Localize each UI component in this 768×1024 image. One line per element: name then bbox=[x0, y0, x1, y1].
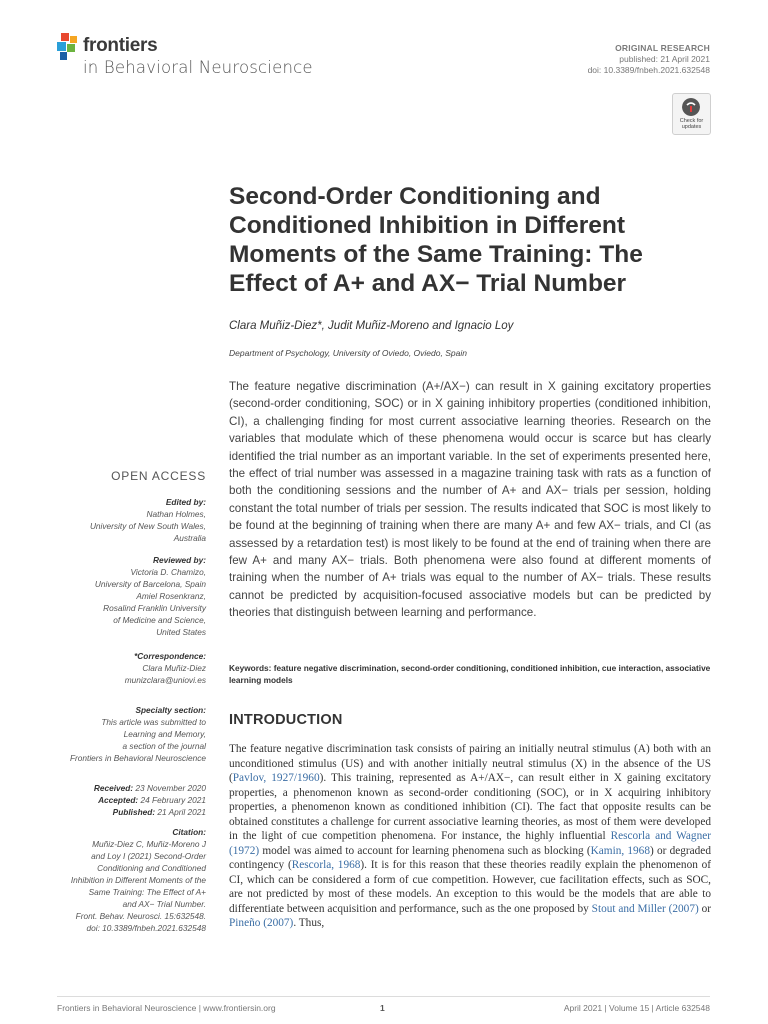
citation-link[interactable]: Pineño (2007) bbox=[229, 917, 294, 929]
correspondence-name: Clara Muñiz-Diez bbox=[142, 663, 206, 673]
reviewer-line: Rosalind Franklin University bbox=[103, 603, 206, 613]
received-label: Received: bbox=[93, 783, 134, 793]
intro-text: ). This training, represented as A+/AX−, can result either in X gaining excitatory properties, a phenomenon known as second-order conditioning (SOC), or in X acquiring inhibitory properties, a phenomenon known as conditioned inhibition (CI). The fact that opposite results can be obtained constitutes a challenge for current associative learning theories, as most of them were developed in the light of cue competition phenomena. For instance, the highly influential bbox=[229, 772, 711, 842]
specialty-line: Learning and Memory, bbox=[123, 729, 206, 739]
article-type: ORIGINAL RESEARCH bbox=[615, 43, 710, 53]
editor-line: University of New South Wales, bbox=[89, 521, 206, 531]
editor-line: Australia bbox=[173, 533, 206, 543]
edited-by bbox=[40, 496, 206, 544]
journal-name: in Behavioral Neuroscience bbox=[83, 58, 313, 77]
abstract: The feature negative discrimination (A+/AX−) can result in X gaining excitatory properties (second-order conditioning, SOC) or in X gaining inhibitory properties (conditioned inhibition, CI), a challenging finding for most current associative learning theories. Research on the variables that modulate which of these phenomena would occur is scarce but has clearly identified the trial number as an important variable. In the set of experiments presented here, the effect of trial number was assessed in a magazine training task with rats as a function of both the conditioning sessions and the number of A+ and AX− trials per session, holding constant the total number of trials per session. The results indicated that SOC is most likely to be found at the beginning of training when there are many A+ and few AX− trials, and CI (as assessed by a retardation test) is most likely to be found at the end of training when there are few A+ and many AX− trials. Both phenomena were also found at different moments of training when the number of A+ trials was equal to the number of AX− trials. These results cannot be predicted by acquisition-focused associative models but can be predicted by theories that distinguish between learning and performance. bbox=[229, 380, 711, 620]
citation-line: Same Training: The Effect of A+ bbox=[88, 887, 206, 897]
footer-issue-info: April 2021 | Volume 15 | Article 632548 bbox=[563, 1003, 710, 1013]
published-date-sidebar: 21 April 2021 bbox=[157, 807, 206, 817]
reviewer-line: United States bbox=[156, 627, 206, 637]
check-for-updates-badge[interactable] bbox=[672, 93, 711, 135]
footer-journal-link[interactable]: Frontiers in Behavioral Neuroscience | www.frontiersin.org bbox=[57, 1003, 276, 1013]
reviewed-by-label: Reviewed by: bbox=[152, 555, 206, 565]
accepted-label: Accepted: bbox=[98, 795, 139, 805]
received-date: 23 November 2020 bbox=[135, 783, 206, 793]
author-list: Clara Muñiz-Diez*, Judit Muñiz-Moreno and Ignacio Loy bbox=[229, 320, 514, 332]
citation-label: Citation: bbox=[172, 827, 206, 837]
correspondence bbox=[40, 650, 206, 686]
specialty-line: Frontiers in Behavioral Neuroscience bbox=[69, 753, 206, 763]
introduction-paragraph bbox=[229, 742, 711, 931]
citation-line: and Loy I (2021) Second-Order bbox=[91, 851, 206, 861]
frontiers-logo-icon bbox=[57, 33, 79, 61]
intro-text: or bbox=[698, 902, 711, 915]
citation bbox=[40, 826, 206, 934]
section-heading-introduction: INTRODUCTION bbox=[229, 712, 343, 728]
specialty-line: This article was submitted to bbox=[101, 717, 206, 727]
intro-text: . Thus, bbox=[293, 917, 325, 929]
citation-line: Front. Behav. Neurosci. 15:632548. bbox=[75, 911, 206, 921]
specialty-line: a section of the journal bbox=[122, 741, 206, 751]
intro-text: ) or degraded contingency ( bbox=[229, 844, 711, 871]
citation-link[interactable]: Kamin, 1968 bbox=[590, 844, 650, 857]
intro-text: ). It is for this reason that these theories readily explain the phenomenon of CI, which can be considered a form of cue competition. However, cue facilitation effects, such as SOC, are not predicted by most of these models. An exception to this would be the models that are able to differentiate between acquisition and performance, such as the one proposed by bbox=[229, 859, 712, 915]
published-date: published: 21 April 2021 bbox=[619, 54, 710, 64]
intro-text: The feature negative discrimination task consists of pairing an initially neutral stimulus (A) both with an unconditioned stimulus (US) and with another initially neutral stimulus (X) in the absence of the US ( bbox=[229, 743, 711, 784]
citation-link[interactable]: Pavlov, 1927/1960 bbox=[232, 772, 320, 784]
citation-link[interactable]: Rescorla and Wagner (1972) bbox=[229, 830, 711, 857]
page-number: 1 bbox=[380, 1003, 385, 1013]
affiliation: Department of Psychology, University of Oviedo, Oviedo, Spain bbox=[229, 348, 467, 358]
specialty-section bbox=[40, 704, 206, 764]
article-doi[interactable]: doi: 10.3389/fnbeh.2021.632548 bbox=[587, 65, 710, 75]
reviewed-by bbox=[40, 554, 206, 638]
article-meta bbox=[588, 43, 710, 76]
check-for-updates-icon bbox=[682, 98, 700, 116]
citation-line: Muñiz-Diez C, Muñiz-Moreno J bbox=[92, 839, 206, 849]
keywords: Keywords: feature negative discrimination, second-order conditioning, conditioned inhibition, cue interaction, associative learning models bbox=[229, 663, 711, 685]
intro-text: model was aimed to account for learning phenomena such as blocking ( bbox=[259, 844, 591, 857]
reviewer-line: Victoria D. Chamizo, bbox=[130, 567, 206, 577]
citation-line: doi: 10.3389/fnbeh.2021.632548 bbox=[86, 923, 206, 933]
citation-link[interactable]: Rescorla, 1968 bbox=[291, 859, 361, 871]
editor-line: Nathan Holmes, bbox=[146, 509, 206, 519]
citation-link[interactable]: Stout and Miller (2007) bbox=[591, 902, 699, 915]
dates bbox=[40, 782, 206, 818]
reviewer-line: of Medicine and Science, bbox=[113, 615, 206, 625]
published-label: Published: bbox=[112, 807, 156, 817]
reviewer-line: Amiel Rosenkranz, bbox=[136, 591, 206, 601]
specialty-label: Specialty section: bbox=[135, 705, 206, 715]
article-title: Second-Order Conditioning and Conditioned Inhibition in Different Moments of the Same Training: The Effect of A+ and AX− Trial Number bbox=[229, 183, 643, 297]
brand-name: frontiers bbox=[83, 35, 158, 56]
correspondence-email[interactable]: munizclara@uniovi.es bbox=[124, 675, 206, 685]
accepted-date: 24 February 2021 bbox=[140, 795, 206, 805]
citation-line: Inhibition in Different Moments of the bbox=[70, 875, 206, 885]
edited-by-label: Edited by: bbox=[165, 497, 206, 507]
citation-line: Conditioning and Conditioned bbox=[97, 863, 206, 873]
footer-divider bbox=[57, 996, 710, 997]
reviewer-line: University of Barcelona, Spain bbox=[94, 579, 206, 589]
open-access-label: OPEN ACCESS bbox=[111, 469, 206, 483]
correspondence-label: *Correspondence: bbox=[134, 651, 206, 661]
badge-label: Check for updates bbox=[679, 118, 704, 130]
citation-line: and AX− Trial Number. bbox=[122, 899, 206, 909]
